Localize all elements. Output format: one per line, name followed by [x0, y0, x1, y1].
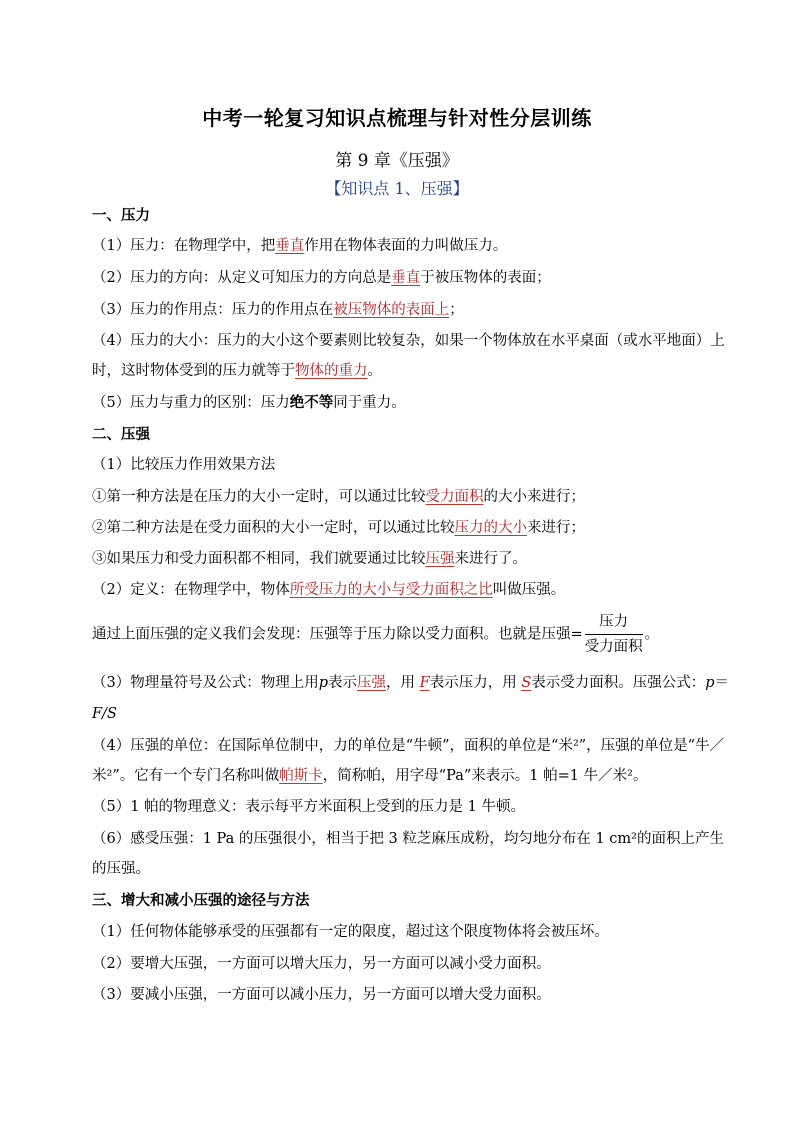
paragraph-force-point: （3）压力的作用点：压力的作用点在被压物体的表面上；	[92, 302, 464, 318]
section-heading-pressure: 二、压强	[92, 426, 150, 443]
knowledge-point-heading: 【知识点 1、压强】	[325, 179, 469, 198]
fill-in-answer: 压强	[425, 551, 455, 567]
fill-in-answer: S	[521, 675, 532, 691]
fill-in-answer: 垂直	[391, 270, 421, 286]
paragraph-unit-line2: 米²”。它有一个专门名称叫做帕斯卡，简称帕，用字母“Pa”来表示。1 帕=1 牛／米²。	[92, 768, 648, 784]
paragraph-feel-pressure-line1: （6）感受压强：1 Pa 的压强很小，相当于把 3 粒芝麻压成粉，均匀地分布在 1 cm²的面积上产生	[92, 831, 724, 847]
paragraph-pressure-formula-words: 通过上面压强的定义我们会发现：压强等于压力除以受力面积。也就是压强= $\frac{\text{压力}}{\text{受力面积}}$ 。	[92, 614, 660, 655]
fraction-numerator: 压力	[585, 612, 643, 635]
document-title: 中考一轮复习知识点梳理与针对性分层训练	[202, 106, 592, 130]
fill-in-answer: 压力的大小	[454, 520, 527, 536]
fill-in-answer: 帕斯卡	[279, 768, 323, 784]
fraction	[585, 612, 643, 657]
paragraph-symbols-line1: （3）物理量符号及公式：物理上用p表示压强，用 F表示压力，用 S表示受力面积。压强公式：p＝	[92, 675, 730, 691]
method-three: ③如果压力和受力面积都不相同，我们就要通过比较压强来进行了。	[92, 551, 527, 567]
paragraph-force-direction: （2）压力的方向：从定义可知压力的方向总是垂直于被压物体的表面；	[92, 270, 551, 286]
paragraph-force-magnitude-line1: （4）压力的大小：压力的大小这个要素则比较复杂，如果一个物体放在水平桌面（或水平地面）上	[92, 333, 725, 349]
section-heading-change-pressure: 三、增大和减小压强的途径与方法	[92, 892, 310, 909]
fill-in-answer: 垂直	[275, 238, 305, 254]
paragraph-force-vs-gravity: （5）压力与重力的区别：压力绝不等同于重力。	[92, 394, 406, 411]
fill-in-answer: 被压物体的表面上	[333, 302, 450, 318]
paragraph-force-magnitude-line2: 时，这时物体受到的压力就等于物体的重力。	[92, 363, 382, 379]
paragraph-increase-pressure: （2）要增大压强，一方面可以增大压力，另一方面可以减小受力面积。	[92, 956, 551, 972]
emphasis-text: 绝不等	[289, 394, 334, 411]
method-one: ①第一种方法是在压力的大小一定时，可以通过比较受力面积的大小来进行；	[92, 489, 585, 505]
paragraph-compare-methods: （1）比较压力作用效果方法	[92, 457, 276, 473]
paragraph-symbols-line2: F/S	[92, 706, 117, 722]
paragraph-pascal-meaning: （5）1 帕的物理意义：表示每平方米面积上受到的压力是 1 牛顿。	[92, 799, 526, 815]
paragraph-decrease-pressure: （3）要减小压强，一方面可以减小压力，另一方面可以增大受力面积。	[92, 987, 551, 1003]
fill-in-answer: F	[419, 675, 430, 691]
fill-in-answer: 压强	[357, 675, 387, 691]
paragraph-pressure-definition: （2）定义：在物理学中，物体所受压力的大小与受力面积之比叫做压强。	[92, 582, 566, 598]
fill-in-answer: 所受压力的大小与受力面积之比	[289, 582, 493, 598]
method-two: ②第二种方法是在受力面积的大小一定时，可以通过比较压力的大小来进行；	[92, 520, 585, 536]
section-heading-pressure-force: 一、压力	[92, 207, 150, 224]
chapter-title: 第 9 章《压强》	[335, 151, 459, 171]
fill-in-answer: 受力面积	[425, 489, 484, 505]
paragraph-unit-line1: （4）压强的单位：在国际单位制中，力的单位是“牛顿”，面积的单位是“米²”，压强的单位是“牛／	[92, 738, 725, 754]
paragraph-feel-pressure-line2: 的压强。	[92, 861, 150, 877]
paragraph-pressure-limit: （1）任何物体能够承受的压强都有一定的限度，超过这个限度物体将会被压坏。	[92, 924, 609, 940]
paragraph-force-definition: （1）压力：在物理学中，把垂直作用在物体表面的力叫做压力。	[92, 238, 508, 254]
fill-in-answer: 物体的重力	[295, 363, 368, 379]
fraction-denominator: 受力面积	[584, 639, 643, 655]
